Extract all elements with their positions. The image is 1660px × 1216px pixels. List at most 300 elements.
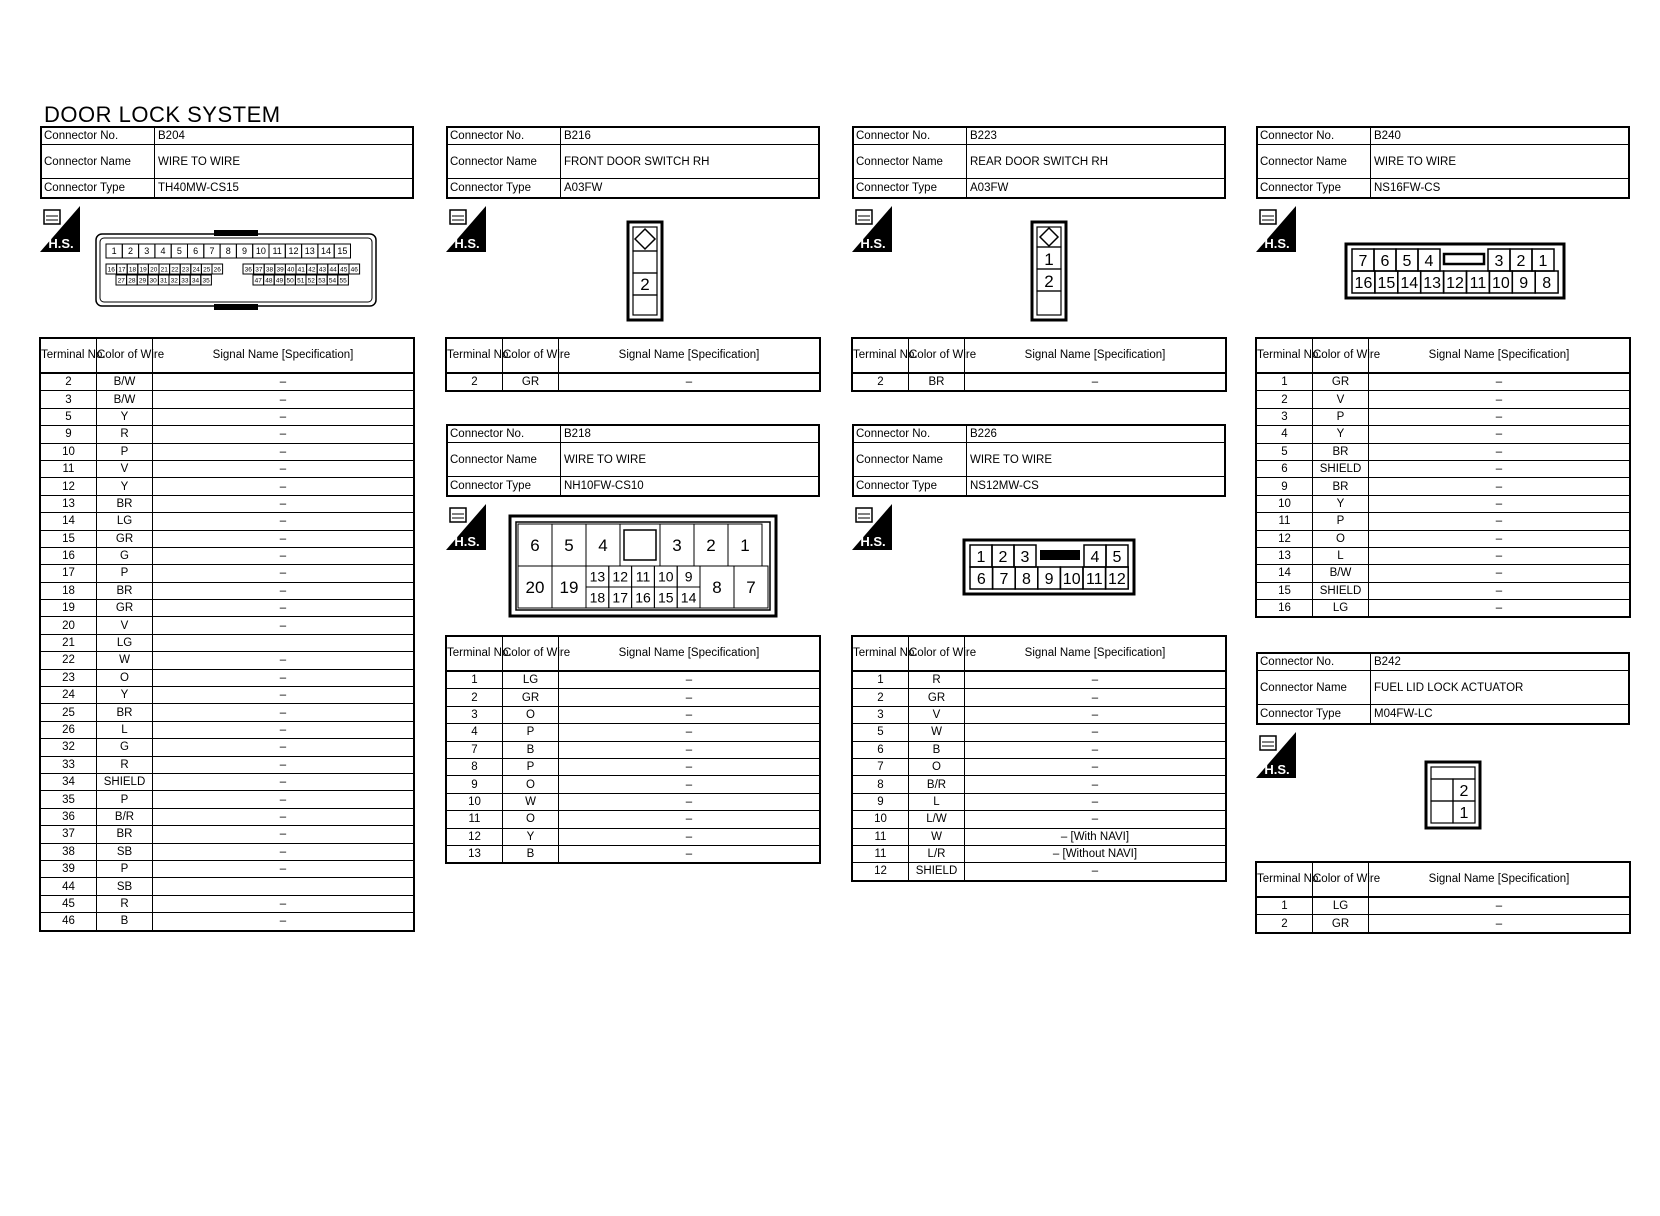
signal-name-cell: – xyxy=(559,373,820,391)
pin-label: 15 xyxy=(1377,274,1396,292)
table-row xyxy=(1257,530,1630,547)
table-row xyxy=(41,773,414,790)
pin-label: 28 xyxy=(128,277,136,285)
signal-name-cell: – xyxy=(559,741,820,758)
terminal-no-header: Terminal No. xyxy=(1257,863,1313,898)
terminal-no-cell: 2 xyxy=(1257,391,1313,408)
table-row xyxy=(41,756,414,773)
table-row xyxy=(1257,391,1630,408)
table-row xyxy=(853,724,1226,741)
pin-label: 2 xyxy=(706,536,716,556)
terminal-no-cell: 10 xyxy=(853,811,909,828)
pin-label: 11 xyxy=(272,246,282,257)
pin-label: 2 xyxy=(640,275,650,294)
terminal-no-cell: 36 xyxy=(41,808,97,825)
table-row xyxy=(447,671,820,689)
connector-type-value: A03FW xyxy=(970,182,1009,194)
terminal-no-cell: 34 xyxy=(41,773,97,790)
hs-label: H.S. xyxy=(860,236,886,251)
terminal-no-cell: 18 xyxy=(41,582,97,599)
connector-type-value: A03FW xyxy=(564,182,603,194)
signal-header: Signal Name [Specification] xyxy=(153,339,414,374)
signal-name-cell: – xyxy=(1369,897,1630,915)
pin-label: 9 xyxy=(1044,570,1054,588)
terminal-no-cell: 11 xyxy=(853,828,909,845)
wire-color-cell: GR xyxy=(1313,373,1369,391)
table-row xyxy=(447,793,820,810)
connector-face-b223 xyxy=(1030,220,1070,322)
pin-label: 7 xyxy=(746,578,756,598)
table-row xyxy=(41,565,414,582)
pin-label: 16 xyxy=(1354,274,1373,292)
terminal-no-cell: 9 xyxy=(41,426,97,443)
signal-name-cell: – xyxy=(153,826,414,843)
wire-color-cell: W xyxy=(909,828,965,845)
wire-color-cell: SHIELD xyxy=(1313,582,1369,599)
terminal-no-cell: 4 xyxy=(447,724,503,741)
signal-name-cell: – xyxy=(965,741,1226,758)
pin-label: 39 xyxy=(276,266,284,274)
terminal-table-b240 xyxy=(1256,338,1630,617)
connector-no-label: Connector No. xyxy=(1258,654,1371,670)
terminal-no-cell: 5 xyxy=(1257,443,1313,460)
signal-name-cell: – xyxy=(1369,478,1630,495)
hs-label: H.S. xyxy=(48,236,74,251)
terminal-no-cell: 7 xyxy=(853,758,909,775)
signal-name-cell: – xyxy=(965,863,1226,880)
pin-label: 51 xyxy=(297,277,305,285)
pin-label: 3 xyxy=(1020,548,1030,566)
connector-no-value: B223 xyxy=(970,130,997,142)
wire-color-cell: P xyxy=(97,860,153,877)
connector-name-value: WIRE TO WIRE xyxy=(158,155,240,168)
pin-label: 18 xyxy=(128,266,137,274)
pin-label: 1 xyxy=(1459,805,1469,822)
connector-face-b240 xyxy=(1344,242,1566,300)
connector-name-value: FUEL LID LOCK ACTUATOR xyxy=(1374,681,1524,694)
pin-label: 43 xyxy=(318,266,327,274)
pin-label: 48 xyxy=(265,277,273,285)
signal-name-cell: – xyxy=(965,811,1226,828)
pin-label: 5 xyxy=(176,246,182,257)
wire-color-cell: P xyxy=(97,443,153,460)
connector-name-value: WIRE TO WIRE xyxy=(564,453,646,466)
terminal-no-cell: 26 xyxy=(41,721,97,738)
pin-label: 9 xyxy=(684,568,693,585)
connector-name-label: Connector Name xyxy=(42,145,155,178)
terminal-no-cell: 12 xyxy=(41,478,97,495)
wire-color-cell: R xyxy=(97,895,153,912)
connector-no-value: B216 xyxy=(564,130,591,142)
terminal-table-b226 xyxy=(852,636,1226,881)
wire-color-cell: B/W xyxy=(97,391,153,408)
terminal-no-cell: 32 xyxy=(41,739,97,756)
signal-name-cell: – xyxy=(1369,373,1630,391)
pin-label: 2 xyxy=(998,548,1008,566)
terminal-no-header: Terminal No. xyxy=(1257,339,1313,374)
table-row xyxy=(41,687,414,704)
connector-name-value: WIRE TO WIRE xyxy=(970,453,1052,466)
pin-label: 26 xyxy=(213,266,221,274)
table-row xyxy=(447,845,820,862)
terminal-no-cell: 11 xyxy=(41,460,97,477)
terminal-no-cell: 45 xyxy=(41,895,97,912)
wire-color-cell: Y xyxy=(97,478,153,495)
terminal-table-b242 xyxy=(1256,862,1630,933)
terminal-no-cell: 5 xyxy=(41,408,97,425)
signal-header: Signal Name [Specification] xyxy=(1369,339,1630,374)
table-row xyxy=(41,478,414,495)
hs-label: H.S. xyxy=(860,534,886,549)
connector-type-value: NH10FW-CS10 xyxy=(564,480,644,492)
signal-name-cell: – xyxy=(153,739,414,756)
terminal-no-cell: 2 xyxy=(853,373,909,391)
pin-label: 55 xyxy=(339,277,347,285)
pin-label: 25 xyxy=(203,266,211,274)
table-row xyxy=(1257,495,1630,512)
terminal-no-cell: 13 xyxy=(41,495,97,512)
terminal-no-header: Terminal No. xyxy=(447,339,503,374)
pin-label: 4 xyxy=(1424,252,1434,270)
wire-color-cell: V xyxy=(97,617,153,634)
wire-color-cell: GR xyxy=(503,373,559,391)
connector-type-label: Connector Type xyxy=(1258,705,1371,723)
wire-color-cell: L xyxy=(97,721,153,738)
signal-name-cell: – xyxy=(965,671,1226,689)
wire-color-cell: W xyxy=(97,652,153,669)
connector-name-label: Connector Name xyxy=(854,443,967,476)
terminal-no-header: Terminal No. xyxy=(41,339,97,374)
pin-label: 2 xyxy=(1044,272,1054,291)
pin-label: 13 xyxy=(1423,274,1442,292)
signal-name-cell: – xyxy=(1369,915,1630,932)
wire-color-cell: GR xyxy=(97,530,153,547)
pin-label: 23 xyxy=(181,266,190,274)
terminal-no-cell: 9 xyxy=(1257,478,1313,495)
terminal-no-cell: 12 xyxy=(447,828,503,845)
connector-no-label: Connector No. xyxy=(854,426,967,442)
pin-label: 12 xyxy=(1446,274,1464,292)
terminal-no-cell: 22 xyxy=(41,652,97,669)
pin-label: 8 xyxy=(712,578,722,598)
harness-side-icon xyxy=(852,206,892,252)
terminal-no-cell: 14 xyxy=(41,513,97,530)
signal-name-cell: – xyxy=(153,513,414,530)
table-row xyxy=(41,582,414,599)
connector-type-label: Connector Type xyxy=(448,179,561,197)
pin-label: 19 xyxy=(139,266,147,274)
terminal-no-cell: 10 xyxy=(1257,495,1313,512)
table-row xyxy=(447,689,820,706)
pin-label: 37 xyxy=(255,266,263,274)
signal-name-cell: – xyxy=(153,913,414,930)
terminal-table-b223 xyxy=(852,338,1226,391)
signal-name-cell: – xyxy=(153,704,414,721)
signal-name-cell: – xyxy=(965,689,1226,706)
pin-label: 11 xyxy=(1085,570,1103,588)
wire-color-cell: BR xyxy=(1313,443,1369,460)
terminal-no-cell: 3 xyxy=(853,706,909,723)
pin-label: 31 xyxy=(160,277,168,285)
pin-label: 7 xyxy=(999,570,1009,588)
pin-label: 2 xyxy=(1459,783,1469,800)
connector-name-label: Connector Name xyxy=(448,145,561,178)
signal-name-cell: – xyxy=(153,843,414,860)
terminal-no-cell: 1 xyxy=(1257,373,1313,391)
wire-color-cell: B/W xyxy=(97,373,153,391)
signal-name-cell: – xyxy=(153,478,414,495)
hs-label: H.S. xyxy=(454,236,480,251)
connector-type-label: Connector Type xyxy=(854,179,967,197)
pin-label: 24 xyxy=(192,266,200,274)
pin-label: 49 xyxy=(275,277,284,285)
wire-color-cell: L/W xyxy=(909,811,965,828)
signal-name-cell: – xyxy=(153,443,414,460)
signal-name-cell: – xyxy=(153,860,414,877)
signal-name-cell: – xyxy=(559,845,820,862)
wire-color-cell: B/R xyxy=(909,776,965,793)
pin-label: 7 xyxy=(1358,252,1368,270)
signal-name-cell: – xyxy=(153,756,414,773)
pin-label: 36 xyxy=(244,266,252,274)
terminal-no-cell: 17 xyxy=(41,565,97,582)
table-row xyxy=(41,634,414,651)
pin-label: 2 xyxy=(1516,252,1526,270)
table-row xyxy=(41,652,414,669)
terminal-no-cell: 38 xyxy=(41,843,97,860)
signal-name-cell: – xyxy=(1369,530,1630,547)
signal-header: Signal Name [Specification] xyxy=(965,637,1226,672)
wire-color-cell: Y xyxy=(97,408,153,425)
terminal-no-cell: 8 xyxy=(447,758,503,775)
signal-header: Signal Name [Specification] xyxy=(965,339,1226,374)
table-row xyxy=(41,739,414,756)
pin-label: 10 xyxy=(255,246,266,257)
wire-color-cell: P xyxy=(97,791,153,808)
pin-label: 10 xyxy=(658,568,674,585)
signal-name-cell: – xyxy=(153,391,414,408)
wire-color-cell: P xyxy=(97,565,153,582)
terminal-no-cell: 35 xyxy=(41,791,97,808)
terminal-no-cell: 10 xyxy=(447,793,503,810)
harness-side-icon xyxy=(446,206,486,252)
wire-color-cell: P xyxy=(1313,513,1369,530)
terminal-table-b216 xyxy=(446,338,820,391)
pin-label: 6 xyxy=(193,246,199,257)
signal-name-cell: – [With NAVI] xyxy=(965,828,1226,845)
signal-name-cell: – xyxy=(559,706,820,723)
pin-label: 6 xyxy=(530,536,540,556)
pin-label: 1 xyxy=(1044,250,1054,269)
connector-no-label: Connector No. xyxy=(854,128,967,144)
pin-label: 47 xyxy=(254,277,262,285)
connector-name-value: REAR DOOR SWITCH RH xyxy=(970,155,1108,168)
terminal-no-cell: 12 xyxy=(853,863,909,880)
harness-side-icon xyxy=(446,504,486,550)
signal-name-cell: – xyxy=(153,687,414,704)
table-row xyxy=(447,776,820,793)
wire-color-cell: SB xyxy=(97,843,153,860)
wire-color-cell: L/R xyxy=(909,845,965,862)
connector-name-label: Connector Name xyxy=(1258,145,1371,178)
table-row xyxy=(447,373,820,391)
connector-no-label: Connector No. xyxy=(42,128,155,144)
terminal-no-cell: 11 xyxy=(853,845,909,862)
wire-color-cell: BR xyxy=(909,373,965,391)
pin-label: 1 xyxy=(976,548,986,566)
terminal-no-cell: 14 xyxy=(1257,565,1313,582)
pin-label: 1 xyxy=(111,246,117,257)
table-row xyxy=(41,878,414,895)
connector-info-b240 xyxy=(1256,126,1630,199)
pin-label: 3 xyxy=(1494,252,1504,270)
table-row xyxy=(1257,600,1630,617)
signal-name-cell xyxy=(153,878,414,895)
pin-label: 8 xyxy=(1542,274,1552,292)
table-row xyxy=(41,617,414,634)
pin-label: 8 xyxy=(225,246,231,257)
pin-label: 29 xyxy=(138,277,147,285)
table-row xyxy=(853,758,1226,775)
signal-name-cell: – xyxy=(153,565,414,582)
pin-label: 27 xyxy=(117,277,125,285)
pin-label: 10 xyxy=(1491,274,1510,292)
signal-name-cell: – xyxy=(1369,408,1630,425)
pin-label: 16 xyxy=(107,266,115,274)
signal-name-cell: – xyxy=(965,706,1226,723)
table-row xyxy=(41,373,414,391)
connector-info-b218 xyxy=(446,424,820,497)
wire-color-cell: O xyxy=(503,776,559,793)
pin-label: 38 xyxy=(265,266,274,274)
hs-label: H.S. xyxy=(1264,236,1290,251)
signal-name-cell: – xyxy=(153,547,414,564)
terminal-no-cell: 16 xyxy=(1257,600,1313,617)
signal-name-cell: – xyxy=(153,582,414,599)
terminal-no-cell: 1 xyxy=(447,671,503,689)
wire-color-cell: SHIELD xyxy=(909,863,965,880)
wire-color-cell: L xyxy=(909,793,965,810)
table-row xyxy=(1257,478,1630,495)
signal-name-cell: – [Without NAVI] xyxy=(965,845,1226,862)
pin-label: 18 xyxy=(589,589,606,606)
pin-label: 54 xyxy=(328,277,337,285)
table-row xyxy=(41,669,414,686)
signal-name-cell: – xyxy=(153,617,414,634)
terminal-no-cell: 3 xyxy=(1257,408,1313,425)
signal-name-cell: – xyxy=(965,776,1226,793)
connector-type-label: Connector Type xyxy=(448,477,561,495)
wire-color-cell: SHIELD xyxy=(97,773,153,790)
table-row xyxy=(447,741,820,758)
pin-label: 53 xyxy=(318,277,326,285)
signal-name-cell: – xyxy=(559,793,820,810)
terminal-no-cell: 3 xyxy=(41,391,97,408)
wire-color-cell: Y xyxy=(1313,495,1369,512)
pin-label: 34 xyxy=(191,277,200,285)
terminal-no-cell: 25 xyxy=(41,704,97,721)
wire-color-cell: B/W xyxy=(1313,565,1369,582)
wire-color-cell: GR xyxy=(1313,915,1369,932)
signal-name-cell: – xyxy=(1369,513,1630,530)
table-row xyxy=(853,845,1226,862)
wire-color-cell: BR xyxy=(97,495,153,512)
signal-name-cell: – xyxy=(559,671,820,689)
table-row xyxy=(1257,460,1630,477)
table-row xyxy=(41,530,414,547)
wire-color-cell: B xyxy=(97,913,153,930)
table-row xyxy=(853,706,1226,723)
signal-name-cell: – xyxy=(153,495,414,512)
wire-color-cell: O xyxy=(1313,530,1369,547)
signal-name-cell: – xyxy=(153,773,414,790)
signal-name-cell: – xyxy=(1369,582,1630,599)
color-header: Color of Wire xyxy=(1313,339,1369,374)
connector-info-b226 xyxy=(852,424,1226,497)
pin-label: 52 xyxy=(307,277,315,285)
connector-no-value: B226 xyxy=(970,428,997,440)
signal-header: Signal Name [Specification] xyxy=(559,637,820,672)
wire-color-cell: R xyxy=(97,426,153,443)
signal-name-cell: – xyxy=(153,721,414,738)
pin-label: 11 xyxy=(1469,274,1487,292)
keyway xyxy=(1444,254,1484,264)
pin-label: 12 xyxy=(612,568,628,585)
connector-face-b216 xyxy=(626,220,666,322)
connector-type-label: Connector Type xyxy=(1258,179,1371,197)
pin-label: 41 xyxy=(297,266,305,274)
terminal-no-cell: 6 xyxy=(1257,460,1313,477)
wire-color-cell: BR xyxy=(97,826,153,843)
signal-name-cell: – xyxy=(559,811,820,828)
terminal-no-cell: 23 xyxy=(41,669,97,686)
table-row xyxy=(1257,897,1630,915)
connector-face-b204 xyxy=(94,230,378,310)
table-row xyxy=(41,826,414,843)
wire-color-cell: O xyxy=(503,706,559,723)
wire-color-cell: BR xyxy=(97,582,153,599)
signal-name-cell: – xyxy=(1369,495,1630,512)
table-row xyxy=(1257,915,1630,932)
table-row xyxy=(1257,513,1630,530)
signal-name-cell: – xyxy=(153,426,414,443)
pin-label: 15 xyxy=(337,246,348,257)
wire-color-cell: R xyxy=(97,756,153,773)
wire-color-cell: O xyxy=(909,758,965,775)
table-row xyxy=(1257,426,1630,443)
pin-label: 6 xyxy=(976,570,986,588)
wire-color-cell: R xyxy=(909,671,965,689)
terminal-no-cell: 6 xyxy=(853,741,909,758)
table-row xyxy=(41,443,414,460)
pin-label: 32 xyxy=(170,277,178,285)
pin-label: 46 xyxy=(350,266,358,274)
terminal-no-cell: 9 xyxy=(447,776,503,793)
table-row xyxy=(853,863,1226,880)
connector-no-value: B218 xyxy=(564,428,591,440)
pin-label: 5 xyxy=(1402,252,1412,270)
connector-face-b218 xyxy=(508,514,778,618)
connector-type-label: Connector Type xyxy=(854,477,967,495)
pin-label: 20 xyxy=(150,266,158,274)
table-row xyxy=(447,811,820,828)
wire-color-cell: LG xyxy=(1313,600,1369,617)
terminal-no-cell: 44 xyxy=(41,878,97,895)
table-row xyxy=(853,671,1226,689)
terminal-no-cell: 2 xyxy=(447,373,503,391)
connector-face-b242 xyxy=(1424,760,1482,830)
table-row xyxy=(1257,443,1630,460)
